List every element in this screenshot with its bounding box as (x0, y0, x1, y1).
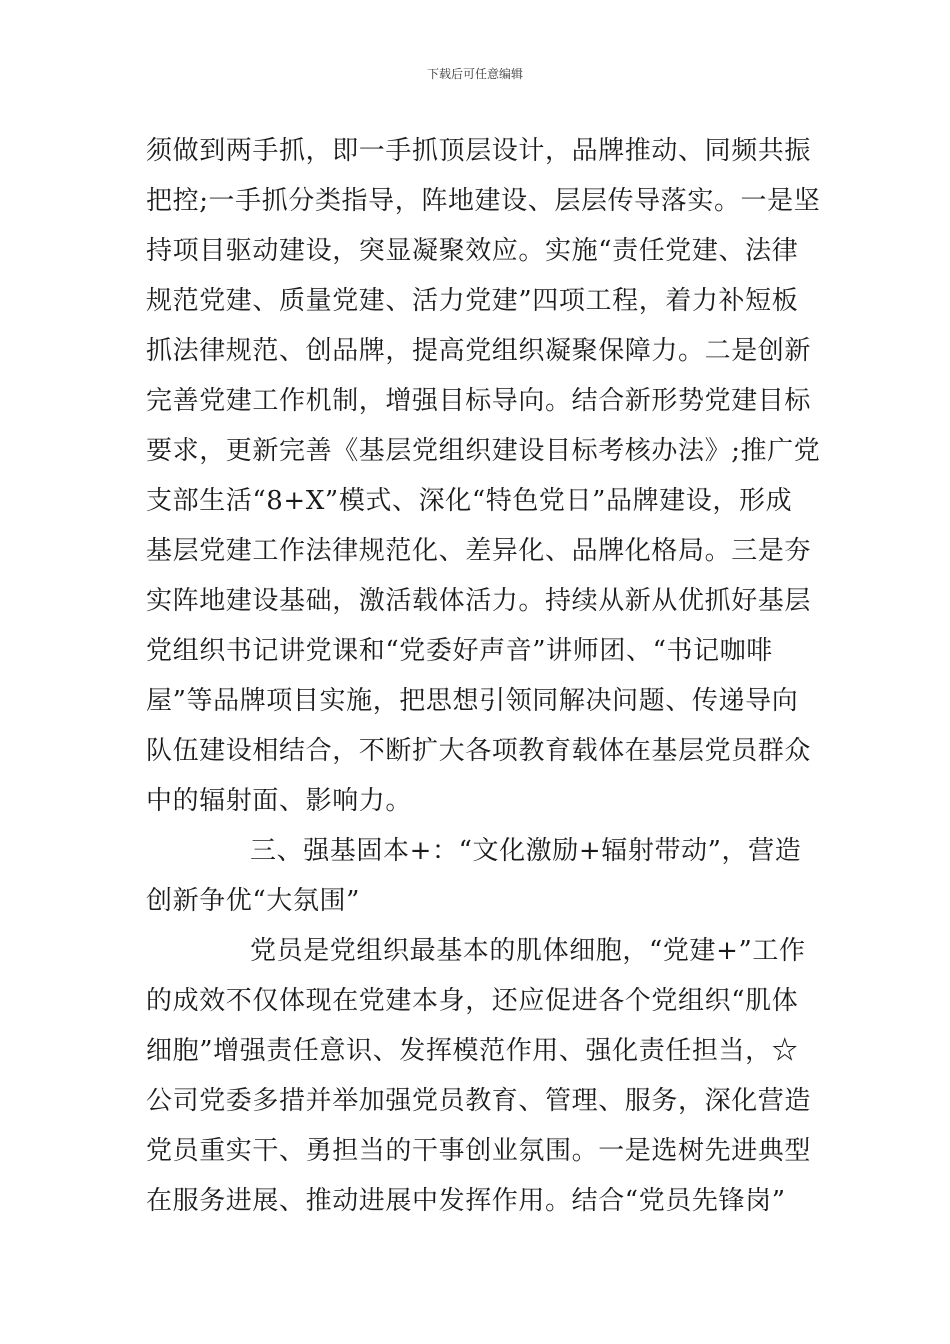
text-line: 抓法律规范、创品牌，提高党组织凝聚保障力。二是创新 (146, 336, 812, 366)
text-line: 屋”等品牌项目实施，把思想引领同解决问题、传递导向 (146, 686, 799, 716)
text-line: 在服务进展、推动进展中发挥作用。结合“党员先锋岗” (146, 1186, 786, 1216)
document-body (146, 126, 821, 1226)
text-line: 实阵地建设基础，激活载体活力。持续从新从优抓好基层 (146, 586, 812, 616)
text-line: 基层党建工作法律规范化、差异化、品牌化格局。三是夯 (146, 536, 812, 566)
text-line: 公司党委多措并举加强党员教育、管理、服务，深化营造 (146, 1086, 812, 1116)
text-line: 完善党建工作机制，增强目标导向。结合新形势党建目标 (146, 386, 812, 416)
text-line: 持项目驱动建设，突显凝聚效应。实施“责任党建、法律 (146, 236, 799, 266)
text-line: 队伍建设相结合，不断扩大各项教育载体在基层党员群众 (146, 736, 812, 766)
text-line: 党组织书记讲党课和“党委好声音”讲师团、“书记咖啡 (146, 636, 773, 666)
text-line: 须做到两手抓，即一手抓顶层设计，品牌推动、同频共振 (146, 136, 812, 166)
text-line: 支部生活“8+X”模式、深化“特色党日”品牌建设，形成 (146, 486, 793, 516)
text-line: 的成效不仅体现在党建本身，还应促进各个党组织“肌体 (146, 986, 799, 1016)
paragraph-first-line: 党员是党组织最基本的肌体细胞，“党建+”工作 (250, 936, 806, 966)
text-line: 细胞”增强责任意识、发挥模范作用、强化责任担当，☆ (146, 1036, 799, 1066)
text-line: 要求，更新完善《基层党组织建设目标考核办法》;推广党 (146, 436, 821, 466)
text-line: 中的辐射面、影响力。 (146, 786, 413, 816)
section-heading-line: 三、强基固本+：“文化激励+辐射带动”，营造 (250, 836, 802, 866)
section-heading-line: 创新争优“大氛围” (146, 886, 360, 916)
text-line: 规范党建、质量党建、活力党建”四项工程，着力补短板 (146, 286, 799, 316)
text-line: 把控;一手抓分类指导，阵地建设、层层传导落实。一是坚 (146, 186, 821, 216)
page-header: 下载后可任意编辑 (426, 67, 523, 81)
text-line: 党员重实干、勇担当的干事创业氛围。一是选树先进典型 (146, 1136, 812, 1166)
